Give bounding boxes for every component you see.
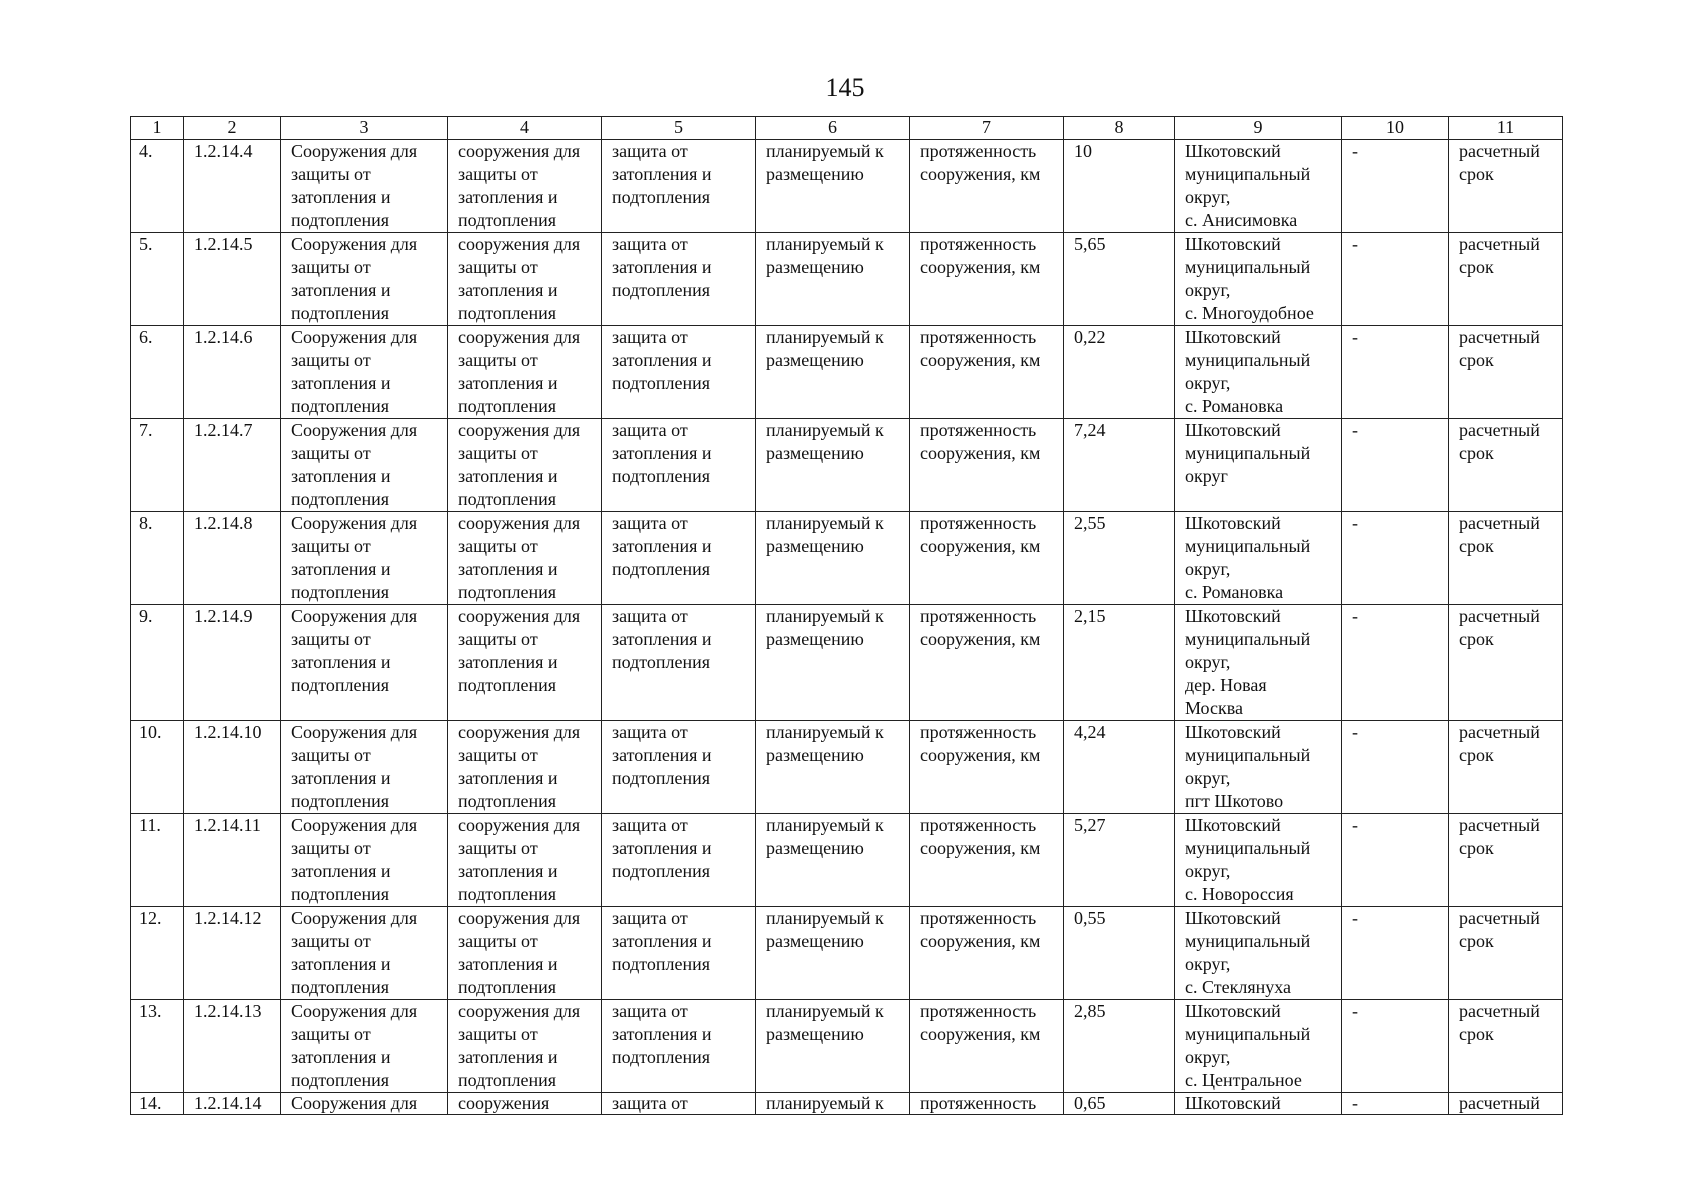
term-cell: расчетный срок	[1449, 1000, 1563, 1093]
location-line: округ,	[1185, 652, 1231, 672]
table-row	[131, 814, 1563, 907]
characteristic-cell: протяженность сооружения, км	[910, 605, 1064, 721]
column-number: 6	[756, 117, 910, 140]
characteristic-value-cell: 0,55	[1064, 907, 1175, 1000]
location-line: муниципальный	[1185, 838, 1311, 858]
location-line: округ,	[1185, 768, 1231, 788]
zone-cell: -	[1342, 140, 1449, 233]
column-number: 4	[448, 117, 602, 140]
zone-cell: -	[1342, 1093, 1449, 1115]
zone-cell: -	[1342, 1000, 1449, 1093]
characteristic-value-cell: 4,24	[1064, 721, 1175, 814]
location-line: муниципальный	[1185, 629, 1311, 649]
location-line: округ	[1185, 466, 1228, 486]
location-line: Шкотовский	[1185, 722, 1281, 742]
location-line: Шкотовский	[1185, 327, 1281, 347]
location-cell	[1175, 140, 1342, 233]
location-line: муниципальный	[1185, 443, 1311, 463]
characteristic-cell: протяженность сооружения, км	[910, 512, 1064, 605]
object-code-cell: 1.2.14.4	[184, 140, 281, 233]
characteristic-cell: протяженность сооружения, км	[910, 326, 1064, 419]
column-number: 7	[910, 117, 1064, 140]
column-number: 11	[1449, 117, 1563, 140]
object-status-cell: планируемый к размещению	[756, 1000, 910, 1093]
location-line: с. Центральное	[1185, 1070, 1302, 1090]
object-name-cell: Сооружения для защиты от затопления и подтопления	[281, 326, 448, 419]
location-line: с. Романовка	[1185, 396, 1284, 416]
location-line: дер. Новая	[1185, 675, 1267, 695]
location-cell	[1175, 326, 1342, 419]
column-number: 10	[1342, 117, 1449, 140]
object-type-cell: сооружения для защиты от затопления и подтопления	[448, 140, 602, 233]
table-row	[131, 512, 1563, 605]
location-line: муниципальный	[1185, 536, 1311, 556]
location-line: с. Новороссия	[1185, 884, 1294, 904]
table-row	[131, 140, 1563, 233]
object-status-cell: планируемый к	[756, 1093, 910, 1115]
object-status-cell: планируемый к размещению	[756, 814, 910, 907]
term-cell: расчетный срок	[1449, 605, 1563, 721]
location-cell	[1175, 907, 1342, 1000]
row-number-cell: 5.	[131, 233, 184, 326]
object-name-cell: Сооружения для защиты от затопления и подтопления	[281, 721, 448, 814]
zone-cell: -	[1342, 419, 1449, 512]
row-number-cell: 13.	[131, 1000, 184, 1093]
location-line: с. Многоудобное	[1185, 303, 1314, 323]
characteristic-value-cell: 0,65	[1064, 1093, 1175, 1115]
zone-cell: -	[1342, 907, 1449, 1000]
location-cell	[1175, 233, 1342, 326]
object-name-cell: Сооружения для защиты от затопления и подтопления	[281, 233, 448, 326]
zone-cell: -	[1342, 233, 1449, 326]
object-type-cell: сооружения для защиты от затопления и подтопления	[448, 721, 602, 814]
object-name-cell: Сооружения для защиты от затопления и подтопления	[281, 140, 448, 233]
object-status-cell: планируемый к размещению	[756, 419, 910, 512]
object-code-cell: 1.2.14.12	[184, 907, 281, 1000]
location-line: пгт Шкотово	[1185, 791, 1284, 811]
characteristic-value-cell: 0,22	[1064, 326, 1175, 419]
location-line: Москва	[1185, 698, 1243, 718]
location-line: Шкотовский	[1185, 1001, 1281, 1021]
object-type-cell: сооружения для защиты от затопления и подтопления	[448, 512, 602, 605]
location-line: округ,	[1185, 280, 1231, 300]
object-purpose-cell: защита от	[602, 1093, 756, 1115]
location-line: Шкотовский	[1185, 513, 1281, 533]
location-line: Шкотовский	[1185, 234, 1281, 254]
object-purpose-cell: защита от затопления и подтопления	[602, 512, 756, 605]
table-row	[131, 1093, 1563, 1115]
object-name-cell: Сооружения для защиты от затопления и подтопления	[281, 419, 448, 512]
object-status-cell: планируемый к размещению	[756, 326, 910, 419]
object-status-cell: планируемый к размещению	[756, 512, 910, 605]
object-name-cell: Сооружения для	[281, 1093, 448, 1115]
characteristic-cell: протяженность сооружения, км	[910, 814, 1064, 907]
term-cell: расчетный	[1449, 1093, 1563, 1115]
table-row	[131, 419, 1563, 512]
location-cell	[1175, 512, 1342, 605]
object-status-cell: планируемый к размещению	[756, 140, 910, 233]
location-line: с. Анисимовка	[1185, 210, 1298, 230]
object-code-cell: 1.2.14.11	[184, 814, 281, 907]
zone-cell: -	[1342, 605, 1449, 721]
location-cell	[1175, 605, 1342, 721]
location-line: Шкотовский	[1185, 606, 1281, 626]
term-cell: расчетный срок	[1449, 326, 1563, 419]
object-status-cell: планируемый к размещению	[756, 721, 910, 814]
object-name-cell: Сооружения для защиты от затопления и подтопления	[281, 605, 448, 721]
characteristic-cell: протяженность сооружения, км	[910, 1000, 1064, 1093]
object-code-cell: 1.2.14.13	[184, 1000, 281, 1093]
zone-cell: -	[1342, 721, 1449, 814]
location-cell	[1175, 419, 1342, 512]
object-type-cell: сооружения для защиты от затопления и подтопления	[448, 419, 602, 512]
term-cell: расчетный срок	[1449, 512, 1563, 605]
object-purpose-cell: защита от затопления и подтопления	[602, 814, 756, 907]
object-type-cell: сооружения для защиты от затопления и подтопления	[448, 233, 602, 326]
object-code-cell: 1.2.14.9	[184, 605, 281, 721]
characteristic-value-cell: 5,27	[1064, 814, 1175, 907]
row-number-cell: 9.	[131, 605, 184, 721]
characteristic-value-cell: 10	[1064, 140, 1175, 233]
column-number: 8	[1064, 117, 1175, 140]
column-number: 2	[184, 117, 281, 140]
column-number: 9	[1175, 117, 1342, 140]
object-name-cell: Сооружения для защиты от затопления и подтопления	[281, 1000, 448, 1093]
zone-cell: -	[1342, 814, 1449, 907]
object-type-cell: сооружения для защиты от затопления и подтопления	[448, 326, 602, 419]
characteristic-value-cell: 2,55	[1064, 512, 1175, 605]
object-purpose-cell: защита от затопления и подтопления	[602, 326, 756, 419]
row-number-cell: 7.	[131, 419, 184, 512]
zone-cell: -	[1342, 326, 1449, 419]
object-type-cell: сооружения для защиты от затопления и подтопления	[448, 814, 602, 907]
table-row	[131, 326, 1563, 419]
object-code-cell: 1.2.14.5	[184, 233, 281, 326]
term-cell: расчетный срок	[1449, 233, 1563, 326]
object-purpose-cell: защита от затопления и подтопления	[602, 907, 756, 1000]
location-line: округ,	[1185, 373, 1231, 393]
location-cell	[1175, 721, 1342, 814]
object-type-cell: сооружения	[448, 1093, 602, 1115]
object-type-cell: сооружения для защиты от затопления и подтопления	[448, 605, 602, 721]
table-row	[131, 233, 1563, 326]
table-row	[131, 605, 1563, 721]
location-line: округ,	[1185, 559, 1231, 579]
characteristic-value-cell: 2,85	[1064, 1000, 1175, 1093]
object-status-cell: планируемый к размещению	[756, 233, 910, 326]
object-code-cell: 1.2.14.14	[184, 1093, 281, 1115]
object-name-cell: Сооружения для защиты от затопления и подтопления	[281, 907, 448, 1000]
page-number: 145	[825, 73, 865, 102]
characteristic-value-cell: 2,15	[1064, 605, 1175, 721]
characteristic-cell: протяженность сооружения, км	[910, 721, 1064, 814]
location-line: округ,	[1185, 954, 1231, 974]
location-line: муниципальный	[1185, 745, 1311, 765]
location-cell	[1175, 814, 1342, 907]
characteristic-cell: протяженность сооружения, км	[910, 140, 1064, 233]
object-code-cell: 1.2.14.10	[184, 721, 281, 814]
characteristic-cell: протяженность	[910, 1093, 1064, 1115]
object-code-cell: 1.2.14.6	[184, 326, 281, 419]
object-purpose-cell: защита от затопления и подтопления	[602, 721, 756, 814]
location-line: Шкотовский	[1185, 420, 1281, 440]
row-number-cell: 14.	[131, 1093, 184, 1115]
location-line: Шкотовский	[1185, 141, 1281, 161]
object-type-cell: сооружения для защиты от затопления и подтопления	[448, 907, 602, 1000]
location-line: с. Романовка	[1185, 582, 1284, 602]
object-name-cell: Сооружения для защиты от затопления и подтопления	[281, 814, 448, 907]
location-line: округ,	[1185, 1047, 1231, 1067]
row-number-cell: 10.	[131, 721, 184, 814]
object-status-cell: планируемый к размещению	[756, 605, 910, 721]
object-purpose-cell: защита от затопления и подтопления	[602, 140, 756, 233]
object-purpose-cell: защита от затопления и подтопления	[602, 605, 756, 721]
object-purpose-cell: защита от затопления и подтопления	[602, 1000, 756, 1093]
location-line: с. Стеклянуха	[1185, 977, 1292, 997]
location-line: муниципальный	[1185, 164, 1311, 184]
term-cell: расчетный срок	[1449, 721, 1563, 814]
table-row	[131, 1000, 1563, 1093]
location-cell	[1175, 1000, 1342, 1093]
object-name-cell: Сооружения для защиты от затопления и подтопления	[281, 512, 448, 605]
location-line: муниципальный	[1185, 1024, 1311, 1044]
column-number: 5	[602, 117, 756, 140]
term-cell: расчетный срок	[1449, 419, 1563, 512]
location-cell: Шкотовский	[1175, 1093, 1342, 1115]
planning-table	[130, 116, 1563, 1115]
zone-cell: -	[1342, 512, 1449, 605]
term-cell: расчетный срок	[1449, 140, 1563, 233]
table-body	[131, 117, 1563, 1115]
row-number-cell: 6.	[131, 326, 184, 419]
location-line: Шкотовский	[1185, 815, 1281, 835]
location-line: Шкотовский	[1185, 908, 1281, 928]
characteristic-cell: протяженность сооружения, км	[910, 233, 1064, 326]
location-line: округ,	[1185, 861, 1231, 881]
term-cell: расчетный срок	[1449, 814, 1563, 907]
table-row	[131, 907, 1563, 1000]
location-line: муниципальный	[1185, 350, 1311, 370]
object-purpose-cell: защита от затопления и подтопления	[602, 419, 756, 512]
object-code-cell: 1.2.14.8	[184, 512, 281, 605]
location-line: округ,	[1185, 187, 1231, 207]
column-number: 3	[281, 117, 448, 140]
location-line: муниципальный	[1185, 931, 1311, 951]
row-number-cell: 12.	[131, 907, 184, 1000]
characteristic-cell: протяженность сооружения, км	[910, 419, 1064, 512]
row-number-cell: 4.	[131, 140, 184, 233]
object-type-cell: сооружения для защиты от затопления и подтопления	[448, 1000, 602, 1093]
characteristic-value-cell: 7,24	[1064, 419, 1175, 512]
term-cell: расчетный срок	[1449, 907, 1563, 1000]
characteristic-cell: протяженность сооружения, км	[910, 907, 1064, 1000]
table-row	[131, 721, 1563, 814]
column-number: 1	[131, 117, 184, 140]
location-line: муниципальный	[1185, 257, 1311, 277]
row-number-cell: 11.	[131, 814, 184, 907]
characteristic-value-cell: 5,65	[1064, 233, 1175, 326]
object-status-cell: планируемый к размещению	[756, 907, 910, 1000]
column-number-row	[131, 117, 1563, 140]
object-purpose-cell: защита от затопления и подтопления	[602, 233, 756, 326]
object-code-cell: 1.2.14.7	[184, 419, 281, 512]
row-number-cell: 8.	[131, 512, 184, 605]
